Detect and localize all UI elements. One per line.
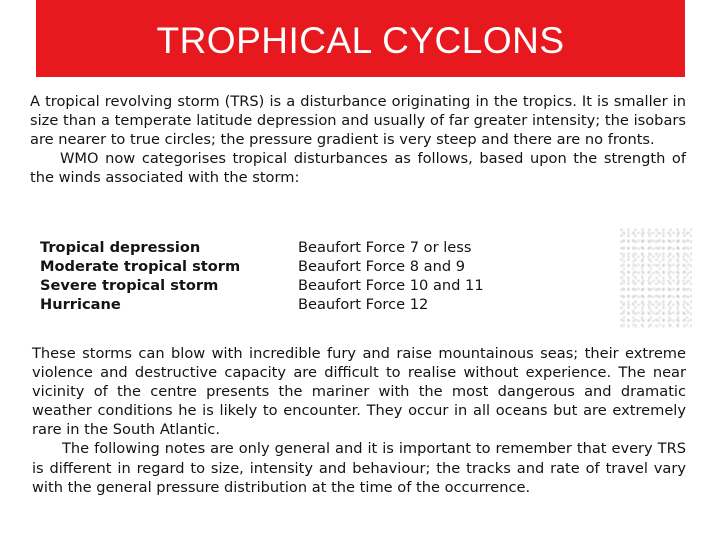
category-force: Beaufort Force 7 or less bbox=[298, 239, 472, 256]
table-row bbox=[40, 257, 560, 276]
intro-paragraph: A tropical revolving storm (TRS) is a disturbance originating in the tropics. It is smaller in size than a temperate latitude depression and usually of far greater intensity; the isobars are nearer to true circles; the pressure gradient is very steep and there are no fronts. bbox=[30, 93, 686, 149]
category-name: Severe tropical storm bbox=[40, 277, 219, 294]
intro-text-block bbox=[30, 92, 686, 187]
storm-category-table bbox=[40, 238, 560, 314]
table-row bbox=[40, 276, 560, 295]
storms-paragraph: These storms can blow with incredible fury and raise mountainous seas; their extreme violence and destructive capacity are difficult to realise without experience. The near vicinity of the centre presents the mariner with the most dangerous and dramatic weather conditions he is likely to encounter. They occur in all oceans but are extremely rare in the South Atlantic. bbox=[32, 345, 686, 439]
category-force: Beaufort Force 8 and 9 bbox=[298, 258, 466, 275]
scanned-text-image bbox=[24, 92, 696, 524]
category-force: Beaufort Force 10 and 11 bbox=[298, 277, 484, 294]
wmo-paragraph: WMO now categorises tropical disturbances as follows, based upon the strength of the winds associated with the storm: bbox=[30, 150, 686, 187]
notes-paragraph: The following notes are only general and it is important to remember that every TRS is different in regard to size, intensity and behaviour; the tracks and rate of travel vary with the general pressure distribution at the time of the occurrence. bbox=[32, 440, 686, 496]
category-force: Beaufort Force 12 bbox=[298, 296, 429, 313]
category-name: Tropical depression bbox=[40, 239, 201, 256]
category-name: Hurricane bbox=[40, 296, 121, 313]
slide-title: TROPHICAL CYCLONS bbox=[156, 20, 565, 61]
storms-text-block bbox=[32, 344, 686, 497]
table-row bbox=[40, 238, 560, 257]
scan-noise-texture bbox=[620, 228, 692, 328]
title-bar bbox=[36, 0, 685, 77]
table-row bbox=[40, 295, 560, 314]
category-name: Moderate tropical storm bbox=[40, 258, 241, 275]
